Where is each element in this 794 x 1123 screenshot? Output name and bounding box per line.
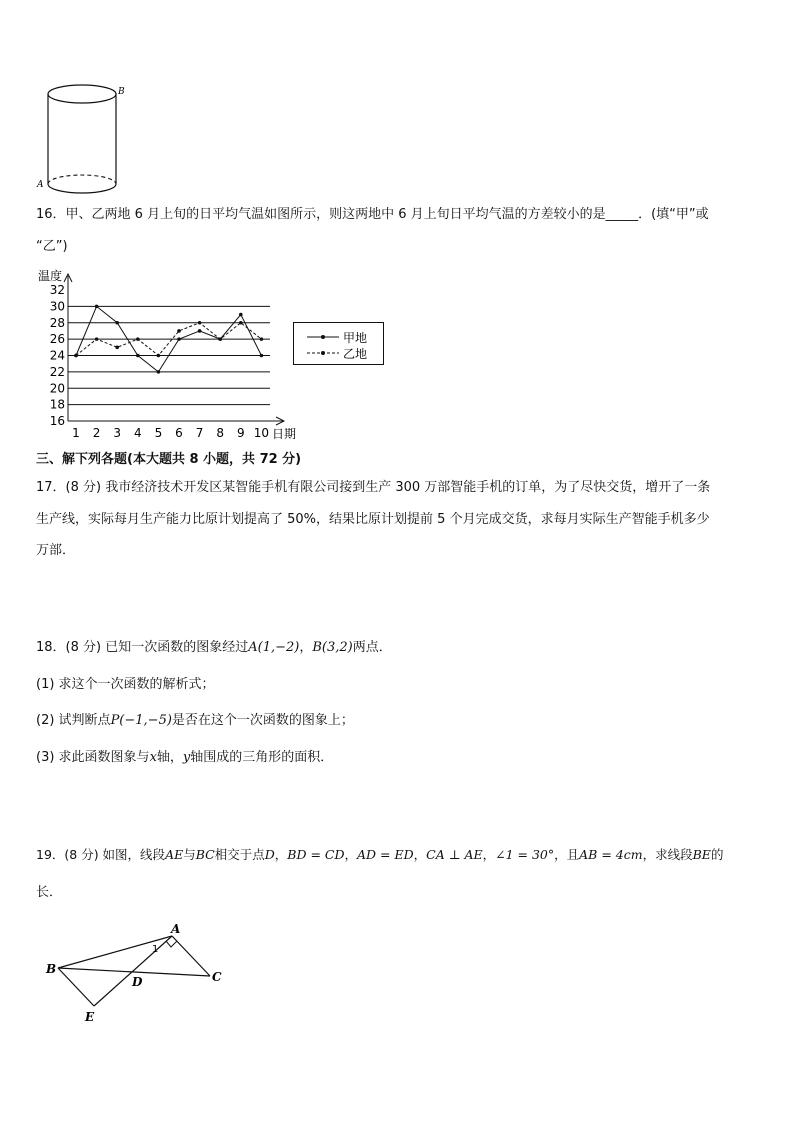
label-angle-1: 1 <box>152 944 159 955</box>
point-p: P(−1,−5) <box>110 713 172 728</box>
q16-line1: 16．甲、乙两地 6 月上旬的日平均气温如图所示，则这两地中 6 月上旬日平均气温的方差较小的是_____．(填“甲”或 <box>36 207 709 222</box>
point-d: D <box>264 847 275 862</box>
series-point-1 <box>198 329 202 333</box>
label-a: A <box>171 922 181 936</box>
seg-be: BE <box>692 847 711 862</box>
q19-lead: 19．(8 分) 如图，线段 <box>36 847 166 862</box>
q18-p3-tail: 轴围成的三角形的面积． <box>190 750 334 765</box>
triangle-figure <box>40 918 240 1028</box>
q19-t2: 相交于点 <box>214 847 265 862</box>
series-point-1 <box>115 321 119 325</box>
y-tick-label: 22 <box>49 364 65 379</box>
eq-angle1: ∠1 = 30° <box>495 847 555 862</box>
chart-xlabel: 日期 <box>272 427 297 441</box>
q19-t9: 的 <box>710 847 724 862</box>
series-point-2 <box>177 329 181 333</box>
label-d: D <box>132 975 143 989</box>
legend-frame <box>294 323 384 365</box>
q18-part1: (1) 求这个一次函数的解析式； <box>36 677 215 692</box>
q19-line1 <box>36 846 723 864</box>
seg-ae: AE <box>165 847 184 862</box>
q18-part3 <box>36 749 333 767</box>
label-c: C <box>212 970 222 984</box>
cylinder-figure <box>34 80 134 195</box>
q16-line2: “乙”) <box>36 239 68 254</box>
seg-bc: BC <box>195 847 215 862</box>
series-point-2 <box>136 337 140 341</box>
x-tick-label: 2 <box>92 426 101 440</box>
q17-line2: 生产线，实际每月生产能力比原计划提高了 50%，结果比原计划提前 5 个月完成交货，求每月实际生产智能手机多少 <box>36 512 710 527</box>
q19-t7: ，且 <box>554 847 580 862</box>
q19-t8: ，求线段 <box>642 847 693 862</box>
chart-ylabel: 温度 <box>38 269 63 283</box>
series-point-2 <box>157 354 161 358</box>
q18-sep: ， <box>299 640 313 655</box>
q18-p2-tail: 是否在这个一次函数的图象上； <box>171 713 354 728</box>
q18-part2 <box>36 712 354 730</box>
series-point-1 <box>239 313 243 317</box>
series-point-1 <box>136 354 140 358</box>
y-tick-label: 24 <box>49 348 65 363</box>
var-y: y <box>182 750 191 765</box>
q18-lead: 18．(8 分) 已知一次函数的图象经过 <box>36 640 249 655</box>
eq-ca-perp-ae: CA ⊥ AE <box>426 847 483 862</box>
q19-line2: 长． <box>36 885 63 900</box>
x-tick-label: 5 <box>154 426 163 440</box>
label-b: B <box>46 962 57 976</box>
q17-line3: 万部． <box>36 543 76 558</box>
legend-series-1: 甲地 <box>343 331 368 345</box>
point-b: B(3,2) <box>312 640 353 655</box>
series-point-1 <box>157 370 161 374</box>
y-tick-label: 26 <box>49 332 65 347</box>
series-point-1 <box>95 305 99 309</box>
x-tick-label: 7 <box>195 426 204 440</box>
segment-be <box>58 968 94 1006</box>
legend-solid-marker <box>321 335 325 339</box>
series-point-1 <box>177 337 181 341</box>
right-angle-mark <box>166 941 177 947</box>
label-e: E <box>85 1010 95 1024</box>
series-point-2 <box>239 321 243 325</box>
segment-ac <box>172 936 210 976</box>
x-tick-label: 4 <box>133 426 142 440</box>
y-tick-label: 18 <box>49 397 65 412</box>
y-tick-label: 28 <box>49 315 65 330</box>
cylinder-bottom-back <box>48 175 116 184</box>
q18-tail: 两点． <box>352 640 392 655</box>
q18-p3-lead: (3) 求此函数图象与 <box>36 750 150 765</box>
x-tick-label: 10 <box>253 426 270 440</box>
series-point-2 <box>218 337 222 341</box>
legend-dashed-marker <box>321 351 325 355</box>
y-tick-label: 30 <box>49 299 65 314</box>
chart-grid <box>64 274 284 425</box>
y-tick-label: 20 <box>49 381 65 396</box>
series-point-2 <box>74 354 78 358</box>
y-tick-label: 32 <box>49 283 65 297</box>
q18-p3-mid: 轴， <box>156 750 183 765</box>
series-point-2 <box>260 337 264 341</box>
series-point-1 <box>260 354 264 358</box>
label-a: A <box>37 180 44 190</box>
x-tick-label: 1 <box>72 426 80 440</box>
x-tick-label: 8 <box>216 426 225 440</box>
x-tick-label: 9 <box>236 426 245 440</box>
cylinder-bottom-front <box>48 184 116 193</box>
eq-ab: AB = 4cm <box>579 847 643 862</box>
q19-t6: ， <box>482 847 496 862</box>
legend-series-2: 乙地 <box>343 347 368 361</box>
point-a: A(1,−2) <box>248 640 300 655</box>
chart-legend-box <box>293 322 385 366</box>
x-tick-label: 3 <box>113 426 122 440</box>
var-x: x <box>149 750 157 765</box>
x-tick-label: 6 <box>175 426 183 440</box>
q18-p2-lead: (2) 试判断点 <box>36 713 111 728</box>
q19-t5: ， <box>413 847 427 862</box>
series-point-2 <box>95 337 99 341</box>
label-b: B <box>118 87 125 97</box>
q19-t1: 与 <box>183 847 196 862</box>
cylinder-top <box>48 85 116 103</box>
q18-line <box>36 639 392 657</box>
q19-t3: ， <box>274 847 288 862</box>
q19-t4: ， <box>344 847 358 862</box>
section-title: 三、解下列各题(本大题共 8 小题，共 72 分) <box>36 452 302 467</box>
series-point-2 <box>198 321 202 325</box>
q17-line1: 17．(8 分) 我市经济技术开发区某智能手机有限公司接到生产 300 万部智能手机的订单，为了尽快交货，增开了一条 <box>36 480 711 495</box>
series-point-2 <box>115 346 119 350</box>
y-tick-label: 16 <box>49 414 65 428</box>
eq-bd-cd: BD = CD <box>287 847 345 862</box>
eq-ad-ed: AD = ED <box>357 847 414 862</box>
temperature-chart <box>34 266 314 444</box>
